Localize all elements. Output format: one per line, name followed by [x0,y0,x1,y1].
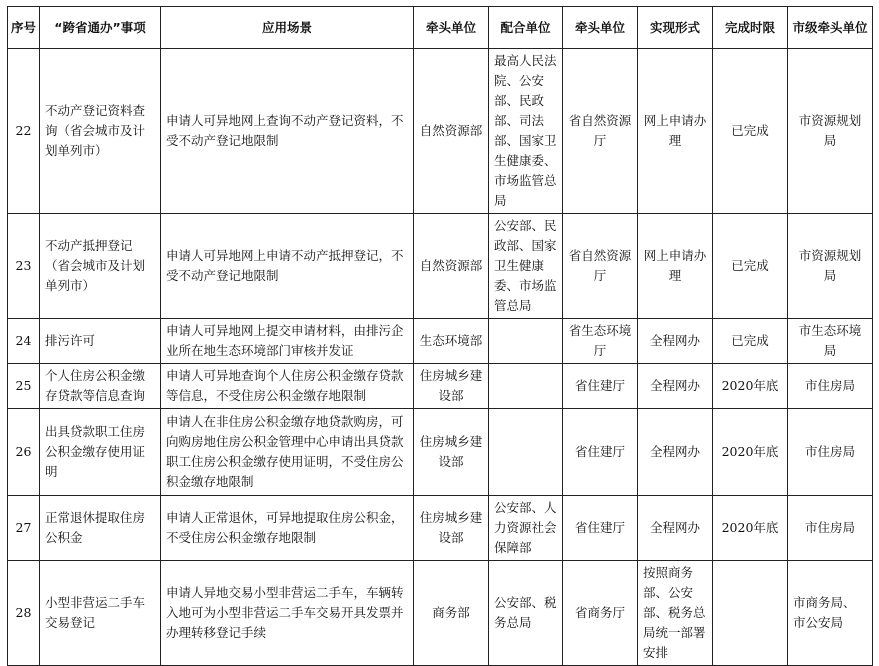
row-scenario: 申请人正常退休，可异地提取住房公积金，不受住房公积金缴存地限制 [161,496,414,561]
header-coop-unit: 配合单位 [489,7,563,49]
row-province-lead-unit: 省住建厅 [563,409,638,496]
row-city-lead-unit: 市资源规划局 [788,214,873,319]
table-row [8,49,873,214]
row-city-lead-unit: 市住房局 [788,409,873,496]
row-item: 排污许可 [40,319,161,364]
row-city-lead-unit: 市生态环境局 [788,319,873,364]
row-lead-unit: 住房城乡建设部 [414,496,489,561]
header-lead-unit: 牵头单位 [414,7,489,49]
row-deadline: 2020年底 [713,409,788,496]
row-coop-unit [489,319,563,364]
row-lead-unit: 住房城乡建设部 [414,364,489,409]
row-province-lead-unit: 省住建厅 [563,496,638,561]
row-deadline: 2020年底 [713,364,788,409]
header-row [8,7,873,49]
row-province-lead-unit: 省生态环境厅 [563,319,638,364]
row-deadline: 已完成 [713,49,788,214]
row-seq: 28 [8,561,40,666]
row-seq: 23 [8,214,40,319]
row-coop-unit: 公安部、人力资源社会保障部 [489,496,563,561]
row-item: 出具贷款职工住房公积金缴存使用证明 [40,409,161,496]
row-lead-unit: 自然资源部 [414,214,489,319]
table-row [8,364,873,409]
row-seq: 22 [8,49,40,214]
header-scenario: 应用场景 [161,7,414,49]
row-city-lead-unit: 市住房局 [788,496,873,561]
header-deadline: 完成时限 [713,7,788,49]
row-seq: 27 [8,496,40,561]
row-form: 全程网办 [638,496,713,561]
row-deadline: 已完成 [713,214,788,319]
row-seq: 24 [8,319,40,364]
row-deadline: 已完成 [713,319,788,364]
table-row [8,496,873,561]
row-item: 不动产抵押登记（省会城市及计划单列市） [40,214,161,319]
row-scenario: 申请人在非住房公积金缴存地贷款购房，可向购房地住房公积金管理中心申请出具贷款职工住房公积金缴存使用证明，不受住房公积金缴存地限制 [161,409,414,496]
header-province-lead-unit: 牵头单位 [563,7,638,49]
row-deadline: 2020年底 [713,496,788,561]
row-item: 不动产登记资料查询（省会城市及计划单列市） [40,49,161,214]
row-item: 个人住房公积金缴存贷款等信息查询 [40,364,161,409]
row-province-lead-unit: 省住建厅 [563,364,638,409]
row-lead-unit: 自然资源部 [414,49,489,214]
row-seq: 26 [8,409,40,496]
row-item: 小型非营运二手车交易登记 [40,561,161,666]
table-row [8,409,873,496]
row-province-lead-unit: 省自然资源厅 [563,214,638,319]
row-coop-unit: 公安部、民政部、国家卫生健康委、市场监管总局 [489,214,563,319]
row-form: 全程网办 [638,409,713,496]
row-form: 网上申请办理 [638,214,713,319]
row-province-lead-unit: 省商务厅 [563,561,638,666]
row-city-lead-unit: 市资源规划局 [788,49,873,214]
row-coop-unit: 最高人民法院、公安部、民政部、司法部、国家卫生健康委、市场监管总局 [489,49,563,214]
row-lead-unit: 生态环境部 [414,319,489,364]
header-seq: 序号 [8,7,40,49]
table-row [8,319,873,364]
header-city-lead-unit: 市级牵头单位 [788,7,873,49]
row-form: 全程网办 [638,319,713,364]
row-lead-unit: 商务部 [414,561,489,666]
row-coop-unit: 公安部、税务总局 [489,561,563,666]
row-scenario: 申请人可异地查询个人住房公积金缴存贷款等信息，不受住房公积金缴存地限制 [161,364,414,409]
table-row [8,214,873,319]
row-coop-unit [489,409,563,496]
header-item: “跨省通办”事项 [40,7,161,49]
row-city-lead-unit: 市商务局、市公安局 [788,561,873,666]
row-deadline [713,561,788,666]
row-scenario: 申请人可异地网上申请不动产抵押登记，不受不动产登记地限制 [161,214,414,319]
row-coop-unit [489,364,563,409]
cross-province-services-table [7,6,873,666]
row-scenario: 申请人异地交易小型非营运二手车，车辆转入地可为小型非营运二手车交易开具发票并办理转移登记手续 [161,561,414,666]
row-form: 网上申请办理 [638,49,713,214]
row-seq: 25 [8,364,40,409]
table-row [8,561,873,666]
row-province-lead-unit: 省自然资源厅 [563,49,638,214]
row-scenario: 申请人可异地网上提交申请材料，由排污企业所在地生态环境部门审核并发证 [161,319,414,364]
row-form: 按照商务部、公安部、税务总局统一部署安排 [638,561,713,666]
row-form: 全程网办 [638,364,713,409]
row-item: 正常退休提取住房公积金 [40,496,161,561]
row-city-lead-unit: 市住房局 [788,364,873,409]
row-lead-unit: 住房城乡建设部 [414,409,489,496]
row-scenario: 申请人可异地网上查询不动产登记资料，不受不动产登记地限制 [161,49,414,214]
header-form: 实现形式 [638,7,713,49]
